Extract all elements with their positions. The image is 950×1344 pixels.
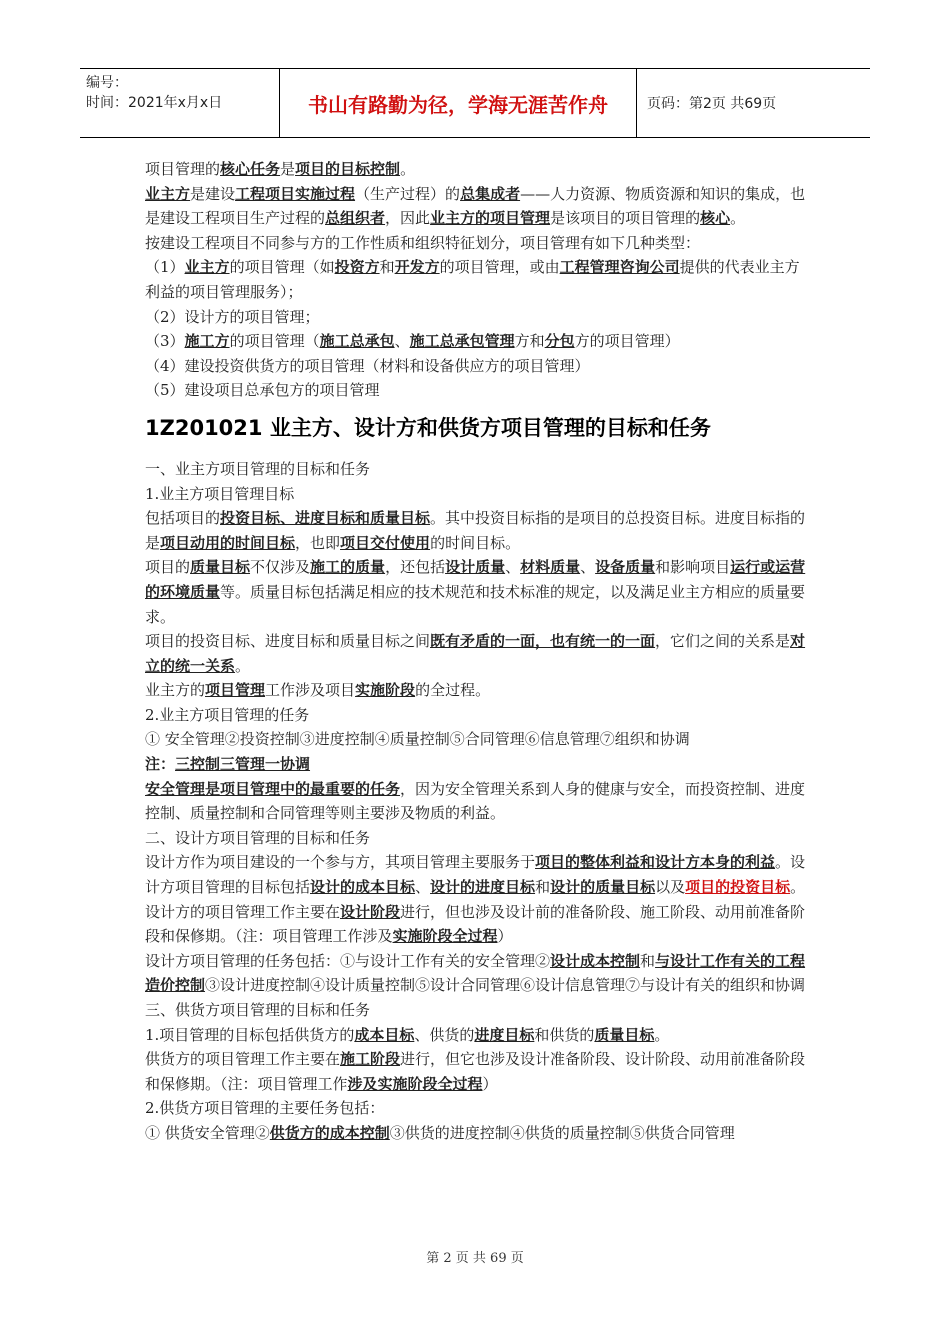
list-item: （3）施工方的项目管理（施工总承包、施工总承包管理方和分包方的项目管理） <box>145 332 680 351</box>
paragraph: 供货方的项目管理工作主要在施工阶段进行，但它也涉及设计准备阶段、设计阶段、动用前准备阶段和保修期。（注：项目管理工作涉及实施阶段全过程） <box>145 1050 806 1093</box>
paragraph: 项目的投资目标、进度目标和质量目标之间既有矛盾的一面，也有统一的一面，它们之间的关系是对立的统一关系。 <box>145 632 806 675</box>
list-item: （2）设计方的项目管理； <box>145 307 320 326</box>
list-item: （1）业主方的项目管理（如投资方和开发方的项目管理，或由工程管理咨询公司提供的代表业主方利益的项目管理服务）； <box>145 258 800 301</box>
paragraph: 1.项目管理的目标包括供货方的成本目标、供货的进度目标和供货的质量目标。 <box>145 1025 670 1044</box>
paragraph: 业主方是建设工程项目实施过程（生产过程）的总集成者——人力资源、物质资源和知识的集成，也是建设工程项目生产过程的总组织者，因此业主方的项目管理是该项目的项目管理的核心。 <box>145 184 806 228</box>
paragraph: 项目管理的核心任务是项目的目标控制。 <box>145 160 416 178</box>
list-item: （5）建设项目总承包方的项目管理 <box>145 381 380 400</box>
paragraph: ① 安全管理②投资控制③进度控制④质量控制⑤合同管理⑥信息管理⑦组织和协调 <box>145 730 690 749</box>
paragraph: 包括项目的投资目标、进度目标和质量目标。其中投资目标指的是项目的总投资目标。进度目标指的是项目动用的时间目标，也即项目交付使用的时间目标。 <box>145 509 806 552</box>
paragraph: 设计方作为项目建设的一个参与方，其项目管理主要服务于项目的整体利益和设计方本身的利益。设计方项目管理的目标包括设计的成本目标、设计的进度目标和设计的质量目标以及项目的投资目标。 <box>145 853 806 897</box>
header-motto: 书山有路勤为径，学海无涯苦作舟 <box>280 69 637 137</box>
paragraph: ① 供货安全管理②供货方的成本控制③供货的进度控制④供货的质量控制⑤供货合同管理 <box>145 1123 735 1142</box>
section-heading: 1Z201021 业主方、设计方和供货方项目管理的目标和任务 <box>145 415 711 440</box>
list-item: （4）建设投资供货方的项目管理（材料和设备供应方的项目管理） <box>145 356 590 375</box>
number-label: 编号： <box>86 75 128 91</box>
paragraph: 设计方项目管理的任务包括：①与设计工作有关的安全管理②设计成本控制和与设计工作有关的工程造价控制③设计进度控制④设计质量控制⑤设计合同管理⑥设计信息管理⑦与设计有关的组织和协调 <box>145 951 806 995</box>
subsection-title: 二、设计方项目管理的目标和任务 <box>145 828 371 847</box>
paragraph: 业主方的项目管理工作涉及项目实施阶段的全过程。 <box>145 681 491 700</box>
header-page-label: 页码：第2页 共69页 <box>647 96 777 112</box>
subsection-title: 一、业主方项目管理的目标和任务 <box>145 459 371 478</box>
subsection-title: 2.供货方项目管理的主要任务包括： <box>145 1099 385 1118</box>
subsection-title: 三、供货方项目管理的目标和任务 <box>145 1001 371 1019</box>
document-body <box>145 157 810 1146</box>
time-label: 时间：2021年x月x日 <box>86 95 223 111</box>
page-footer: 第 2 页 共 69 页 <box>426 1251 524 1266</box>
paragraph: 按建设工程项目不同参与方的工作性质和组织特征划分，项目管理有如下几种类型： <box>145 233 701 252</box>
note: 注：三控制三管理一协调 <box>145 755 311 774</box>
paragraph: 项目的质量目标不仅涉及施工的质量，还包括设计质量、材料质量、设备质量和影响项目运行或运营的环境质量等。质量目标包括满足相应的技术规范和技术标准的规定，以及满足业主方相应的质量要求。 <box>145 558 806 626</box>
page-header <box>80 68 870 138</box>
header-meta <box>80 69 280 137</box>
paragraph: 安全管理是项目管理中的最重要的任务，因为安全管理关系到人身的健康与安全，而投资控制、进度控制、质量控制和合同管理等则主要涉及物质的利益。 <box>145 779 806 823</box>
subsection-title: 1.业主方项目管理目标 <box>145 484 295 503</box>
paragraph: 设计方的项目管理工作主要在设计阶段进行，但也涉及设计前的准备阶段、施工阶段、动用前准备阶段和保修期。（注：项目管理工作涉及实施阶段全过程） <box>145 902 806 946</box>
subsection-title: 2.业主方项目管理的任务 <box>145 705 310 724</box>
